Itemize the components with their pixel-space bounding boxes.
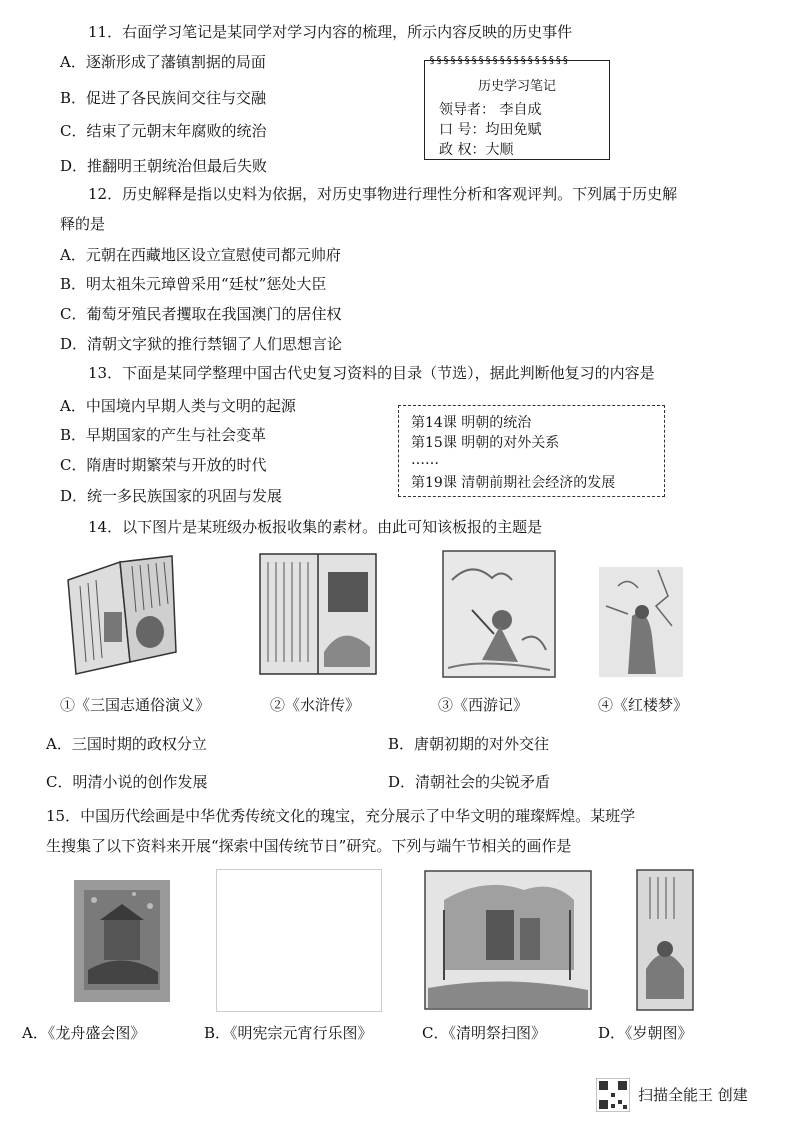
scanner-logo-icon	[596, 1078, 630, 1112]
q13-stem: 13．下面是某同学整理中国古代史复习资料的目录（节选），据此判断他复习的内容是	[88, 364, 655, 382]
q11-option-d: D．推翻明王朝统治但最后失败	[60, 157, 268, 175]
painting-lantern-festival-blank	[216, 869, 382, 1012]
q12-stem-line2: 释的是	[60, 215, 106, 233]
q14-option-a: A．三国时期的政权分立	[46, 735, 207, 753]
q12-option-b: B．明太祖朱元璋曾采用“廷杖”惩处大臣	[60, 275, 327, 293]
novel-image-xiyou	[442, 550, 556, 678]
q15-option-b: B．《明宪宗元宵行乐图》	[204, 1024, 373, 1042]
q13-option-a: A．中国境内早期人类与文明的起源	[60, 397, 296, 415]
toc-item-15: 第15课 明朝的对外关系	[411, 435, 560, 451]
novel-image-honglou	[598, 566, 684, 678]
novel-image-shuihu	[258, 552, 378, 676]
history-study-note	[424, 55, 610, 160]
note-row-regime: 政 权：大顺	[439, 142, 514, 158]
note-row-leader: 领导者： 李自成	[439, 102, 542, 118]
toc-item-14: 第14课 明朝的统治	[411, 415, 532, 431]
q14-caption-4: ④《红楼梦》	[598, 696, 689, 714]
painting-dragon-boat	[74, 880, 170, 1002]
note-row-slogan: 口 号：均田免赋	[439, 122, 542, 138]
q11-option-b: B．促进了各民族间交往与交融	[60, 89, 267, 107]
q11-option-a: A．逐渐形成了藩镇割据的局面	[60, 53, 266, 71]
q12-option-c: C．葡萄牙殖民者攫取在我国澳门的居住权	[60, 305, 342, 323]
q12-option-a: A．元朝在西藏地区设立宣慰使司都元帅府	[60, 246, 341, 264]
q15-option-d: D．《岁朝图》	[598, 1024, 693, 1042]
q14-option-d: D．清朝社会的尖锐矛盾	[388, 773, 551, 791]
q12-option-d: D．清朝文字狱的推行禁锢了人们思想言论	[60, 335, 343, 353]
q14-caption-1: ①《三国志通俗演义》	[60, 696, 211, 714]
q14-caption-3: ③《西游记》	[438, 696, 529, 714]
toc-ellipsis: ……	[411, 452, 439, 468]
q15-option-a: A．《龙舟盛会图》	[22, 1024, 146, 1042]
q14-caption-2: ②《水浒传》	[270, 696, 361, 714]
q15-stem-line2: 生搜集了以下资料来开展“探索中国传统节日”研究。下列与端午节相关的画作是	[46, 837, 572, 855]
q14-option-b: B．唐朝初期的对外交往	[388, 735, 550, 753]
scanner-watermark-text: 扫描全能王 创建	[638, 1086, 748, 1104]
q11-option-c: C．结束了元朝末年腐败的统治	[60, 122, 267, 140]
q14-option-c: C．明清小说的创作发展	[46, 773, 208, 791]
q11-stem: 11．右面学习笔记是某同学对学习内容的梳理，所示内容反映的历史事件	[88, 23, 573, 41]
q14-stem: 14．以下图片是某班级办板报收集的素材。由此可知该板报的主题是	[88, 518, 543, 536]
toc-item-19: 第19课 清朝前期社会经济的发展	[411, 475, 616, 491]
novel-image-sanguo	[60, 552, 184, 678]
q13-option-c: C．隋唐时期繁荣与开放的时代	[60, 456, 267, 474]
painting-new-year	[636, 869, 694, 1011]
q12-stem-line1: 12．历史解释是指以史料为依据，对历史事物进行理性分析和客观评判。下列属于历史解	[88, 185, 678, 203]
note-title: 历史学习笔记	[477, 79, 556, 94]
q13-option-b: B．早期国家的产生与社会变革	[60, 426, 267, 444]
review-toc-box	[398, 405, 665, 497]
painting-qingming	[424, 870, 592, 1010]
q13-option-d: D．统一多民族国家的巩固与发展	[60, 487, 283, 505]
spiral-binding-decoration: §§§§§§§§§§§§§§§§§§§§	[429, 55, 570, 65]
q15-stem-line1: 15．中国历代绘画是中华优秀传统文化的瑰宝，充分展示了中华文明的璀璨辉煌。某班学	[46, 807, 636, 825]
q15-option-c: C．《清明祭扫图》	[422, 1024, 546, 1042]
